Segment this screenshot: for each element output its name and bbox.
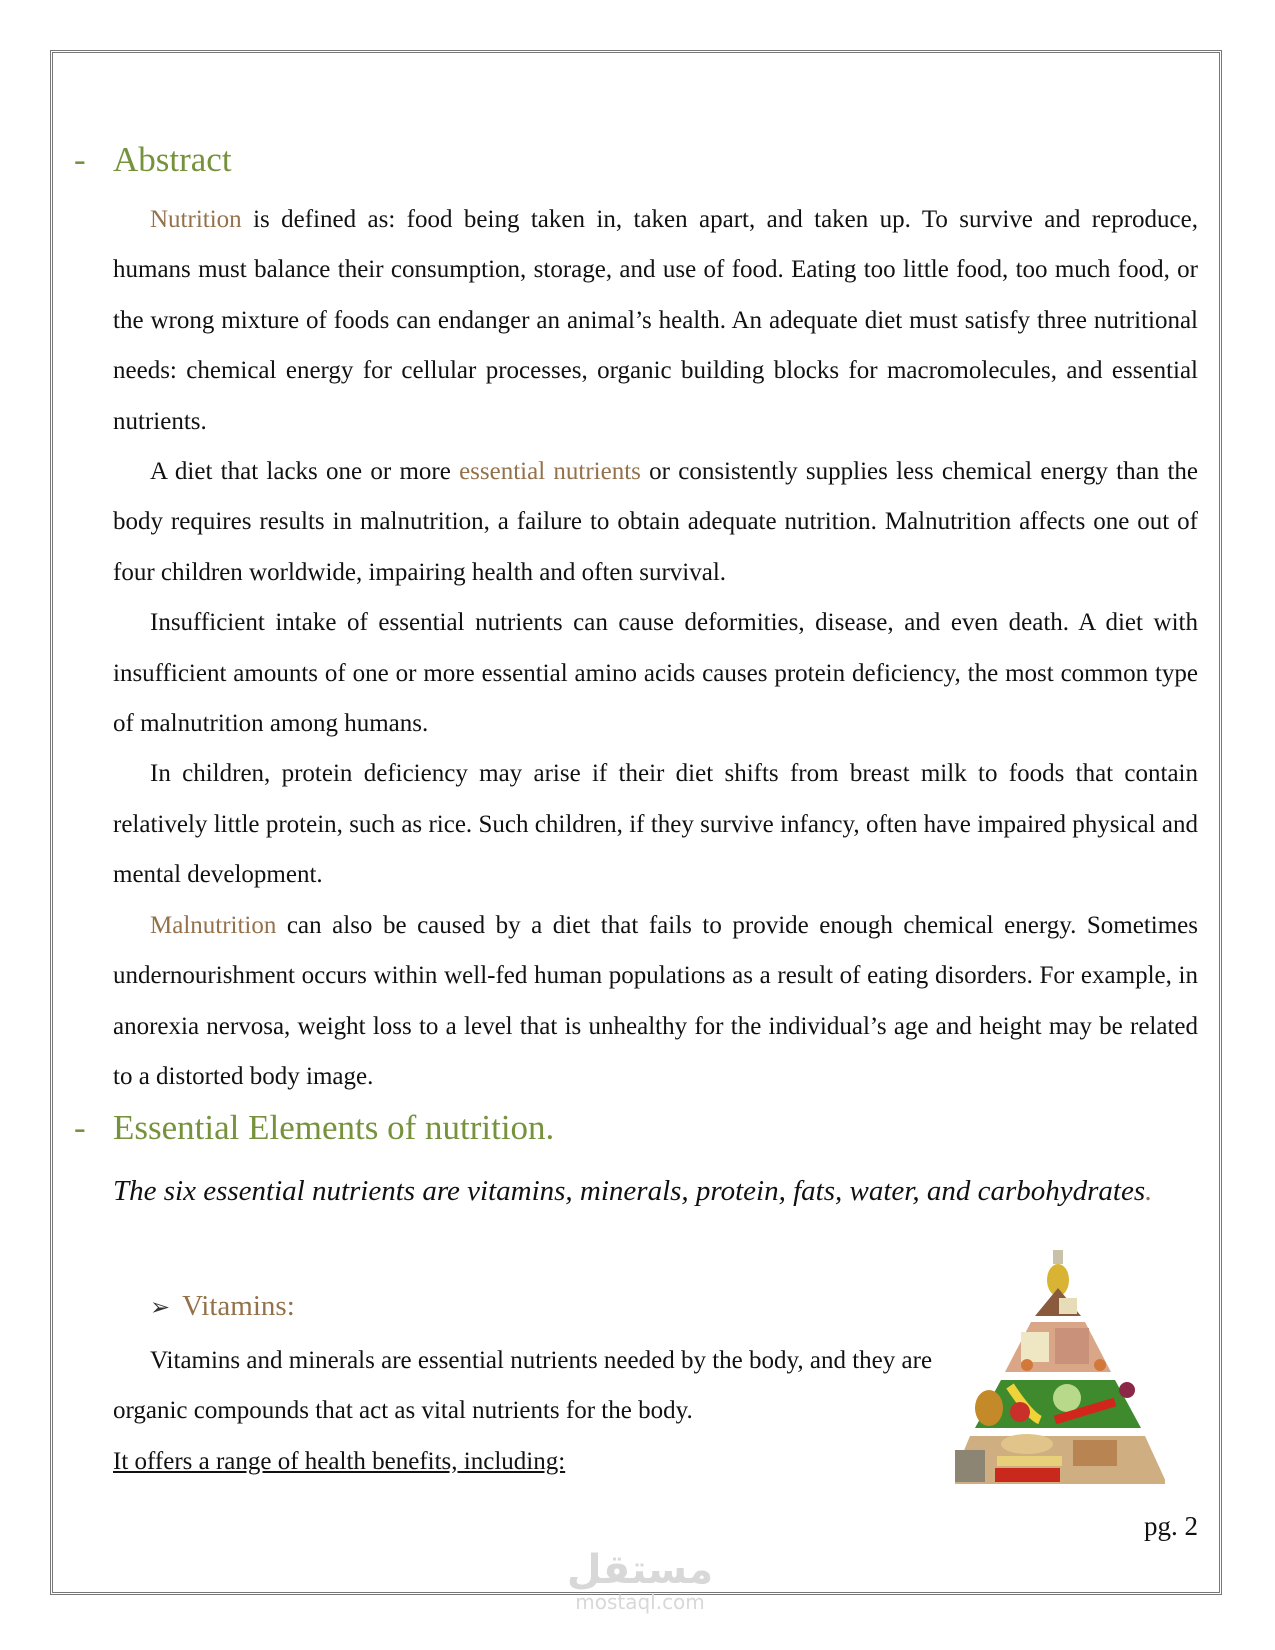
heading-bullet: -: [74, 1108, 86, 1147]
pyramid-tier-fruit-veg: [975, 1380, 1141, 1428]
essentials-heading: [74, 1106, 554, 1150]
paragraph-3: Insufficient intake of essential nutrients can cause deformities, disease, and even death. A diet with insufficient amounts of one or more essential amino acids causes protein deficiency, the most common type of malnutrition among humans.: [113, 609, 1198, 738]
pyramid-tier-oils: [1035, 1250, 1081, 1316]
vitamins-title: Vitamins:: [182, 1290, 295, 1322]
intro-period: .: [1145, 1175, 1153, 1207]
paragraph-2: [113, 447, 1198, 598]
paragraph-5: [113, 901, 1198, 1103]
abstract-title: Abstract: [113, 140, 232, 179]
essentials-title: Essential Elements of nutrition.: [113, 1108, 555, 1147]
vitamins-body: [113, 1336, 973, 1487]
vitamins-text: Vitamins and minerals are essential nutrients needed by the body, and they are organic compounds that act as vital nutrients for the body.: [113, 1347, 933, 1425]
watermark-logo: [540, 1548, 740, 1612]
paragraph-4: In children, protein deficiency may arise if their diet shifts from breast milk to foods that contain relatively little protein, such as rice. Such children, if they survive infancy, often have impaired physical and mental development.: [113, 760, 1198, 889]
page-number: pg. 2: [1144, 1511, 1198, 1541]
pyramid-tier-protein: [1005, 1322, 1111, 1372]
heading-bullet: -: [74, 140, 86, 179]
essentials-intro: [113, 1163, 1198, 1220]
abstract-heading: [74, 138, 232, 182]
benefits-lead: It offers a range of health benefits, including:: [113, 1447, 566, 1475]
paragraph-1: [113, 195, 1198, 447]
intro-text: The six essential nutrients are vitamins, minerals, protein, fats, water, and carbohydrates: [113, 1175, 1146, 1207]
paragraph-text: is defined as: food being taken in, taken apart, and taken up. To survive and reproduce, humans must balance their consumption, storage, and use of food. Eating too little food, too much food, or the wrong mixture of foods can endanger an animal’s health. An adequate diet must satisfy three nutritional needs: chemical energy for cellular processes, organic building blocks for macromolecules, and essential nutrients.: [113, 206, 1198, 435]
vitamins-subheading: [150, 1284, 295, 1330]
food-pyramid-image: [955, 1250, 1165, 1490]
watermark-arabic: مستقل: [566, 1547, 714, 1593]
paragraph-text: A diet that lacks one or more: [150, 458, 460, 486]
essential-nutrients-term: essential nutrients: [459, 458, 641, 486]
paragraph-text: or consistently supplies less chemical energy than the body requires results in malnutrition, a failure to obtain adequate nutrition. Malnutrition affects one out of four children worldwide, impairing health and often survival.: [113, 458, 1198, 586]
pyramid-tier-grains: [955, 1434, 1165, 1484]
watermark-latin: mostaql.com: [575, 1590, 705, 1614]
arrow-bullet-icon: ➢: [150, 1295, 171, 1321]
paragraph-text: can also be caused by a diet that fails to provide enough chemical energy. Sometimes undernourishment occurs within well-fed human populations as a result of eating disorders. For example, in anorexia nervosa, weight loss to a level that is unhealthy for the individual’s age and height may be related to a distorted body image.: [113, 911, 1198, 1090]
abstract-body: [113, 195, 1198, 1102]
nutrition-term: Nutrition: [150, 206, 242, 233]
malnutrition-term: Malnutrition: [150, 911, 277, 939]
